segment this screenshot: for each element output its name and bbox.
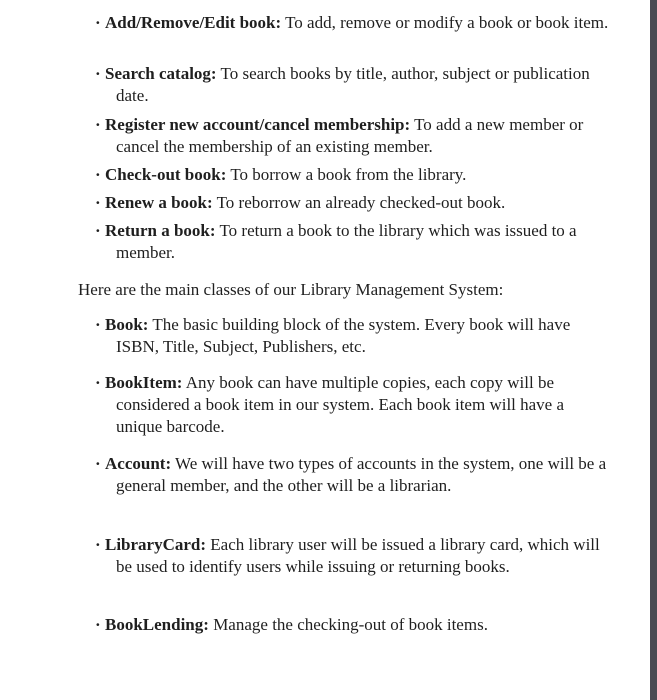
item-description: Manage the checking-out of book items. (208, 615, 488, 634)
list-item (95, 12, 611, 34)
list-item (95, 453, 611, 497)
item-description: To search books by title, author, subject or publication date. (116, 64, 590, 105)
list-item (95, 164, 611, 186)
list-item (95, 114, 611, 158)
item-description: To add, remove or modify a book or book item. (281, 13, 609, 32)
bullet: · (95, 13, 101, 32)
item-term: BookItem: (105, 373, 183, 392)
bullet: · (95, 315, 101, 334)
item-term: BookLending: (105, 615, 209, 634)
item-term: Add/Remove/Edit book: (105, 13, 282, 32)
item-term: Renew a book: (105, 193, 213, 212)
bullet: · (95, 535, 101, 554)
item-term: Book: (105, 315, 149, 334)
item-description: We will have two types of accounts in the system, one will be a general member, and the other will be a librarian. (116, 454, 607, 495)
bullet: · (95, 165, 101, 184)
bullet: · (95, 454, 101, 473)
item-description: Each library user will be issued a library card, which will be used to identify users while issuing or returning books. (116, 535, 600, 576)
item-term: Check-out book: (105, 165, 227, 184)
item-term: Account: (105, 454, 172, 473)
bullet: · (95, 115, 101, 134)
list-item (95, 314, 611, 358)
list-item (95, 614, 611, 636)
item-term: Register new account/cancel membership: (105, 115, 411, 134)
list-item (95, 372, 611, 438)
list-item (95, 192, 611, 214)
item-term: Return a book: (105, 221, 216, 240)
page-edge-bar (650, 0, 657, 700)
item-description: To reborrow an already checked-out book. (212, 193, 506, 212)
item-term: Search catalog: (105, 64, 217, 83)
bullet: · (95, 615, 101, 634)
item-description: To add a new member or cancel the membership of an existing member. (116, 115, 584, 156)
list-item (95, 220, 611, 264)
bullet: · (95, 193, 101, 212)
list-item (95, 534, 611, 578)
bullet: · (95, 64, 101, 83)
item-description: Any book can have multiple copies, each copy will be considered a book item in our system. Each book item will have a unique barcode. (116, 373, 565, 436)
list-item (95, 63, 611, 107)
bullet: · (95, 373, 101, 392)
item-description: To borrow a book from the library. (226, 165, 467, 184)
item-description: To return a book to the library which was issued to a member. (116, 221, 577, 262)
classes-intro: Here are the main classes of our Library Management System: (78, 280, 504, 299)
bullet: · (95, 221, 101, 240)
item-term: LibraryCard: (105, 535, 207, 554)
item-description: The basic building block of the system. Every book will have ISBN, Title, Subject, Publishers, etc. (116, 315, 571, 356)
